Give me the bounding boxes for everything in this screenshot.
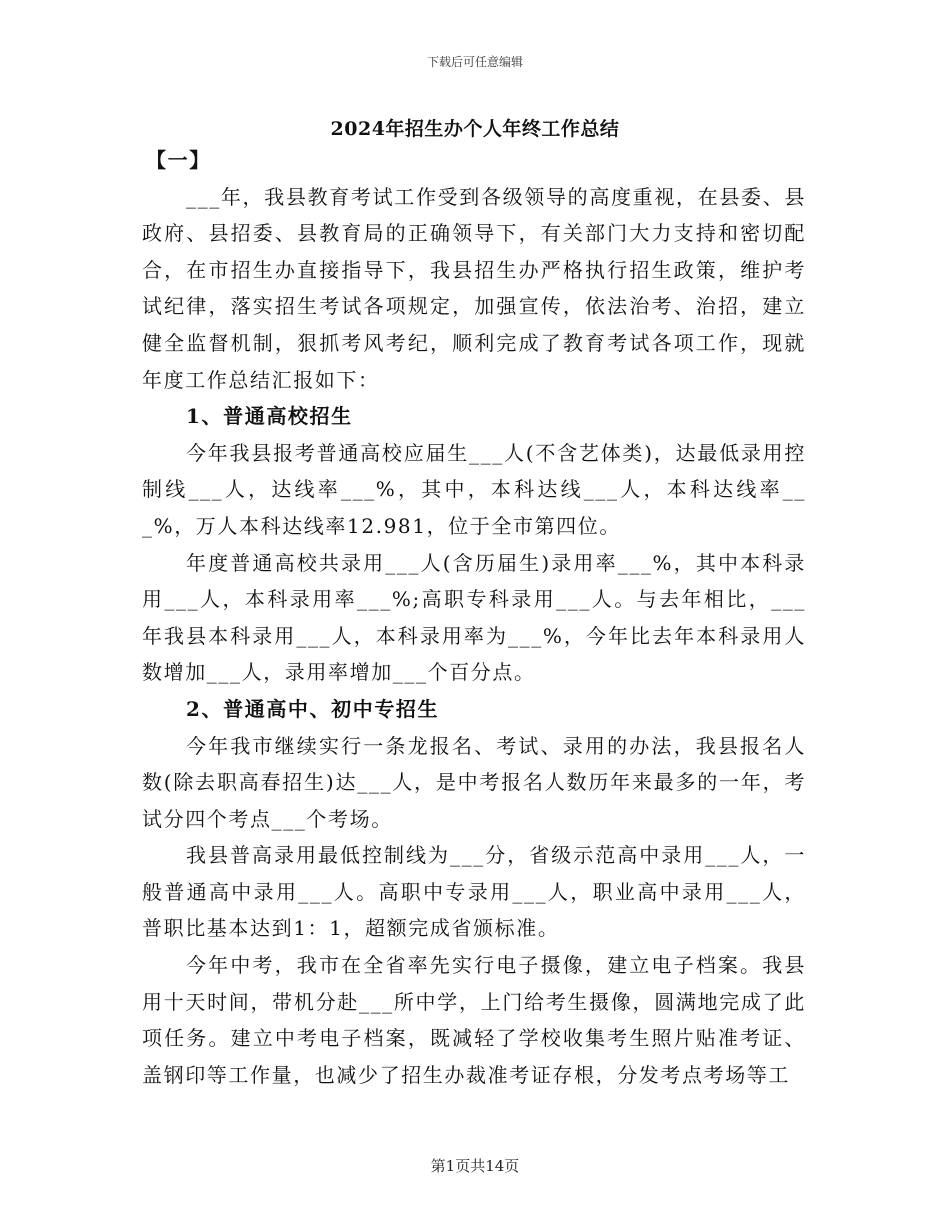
page-footer: 第1页共14页 [430,1157,520,1175]
section-heading-1: 1、普通高校招生 [186,404,353,429]
document-body [142,142,806,1093]
paragraph-2: 年度普通高校共录用___人(含历届生)录用率___%，其中本科录用___人，本科录用率___%;高职专科录用___人。与去年相比，___年我县本科录用___人，本科录用率为___%，今年比去年本科录用人数增加___人，录用率增加___个百分点。 [142,550,806,685]
paragraph-1: 今年我县报考普通高校应届生___人(不含艺体类)，达最低录用控制线___人，达线率___%，其中，本科达线___人，本科达线率___%，万人本科达线率12.981，位于全市第四位。 [142,440,806,538]
section-heading-2: 2、普通高中、初中专招生 [186,696,440,721]
paragraph-3: 今年我市继续实行一条龙报名、考试、录用的办法，我县报名人数(除去职高春招生)达___人，是中考报名人数历年来最多的一年，考试分四个考点___个考场。 [142,733,806,831]
part-label: 【一】 [146,148,211,172]
header-note: 下载后可任意编辑 [426,55,523,69]
paragraph-intro: ___年，我县教育考试工作受到各级领导的高度重视，在县委、县政府、县招委、县教育局的正确领导下，有关部门大力支持和密切配合，在市招生办直接指导下，我县招生办严格执行招生政策，维护考试纪律，落实招生考试各项规定，加强宣传，依法治考、治招，建立健全监督机制，狠抓考风考纪，顺利完成了教育考试各项工作，现就年度工作总结汇报如下： [142,184,806,392]
paragraph-5: 今年中考，我市在全省率先实行电子摄像，建立电子档案。我县用十天时间，带机分赴___所中学，上门给考生摄像，圆满地完成了此项任务。建立中考电子档案，既减轻了学校收集考生照片贴准考证、盖钢印等工作量，也减少了招生办裁准考证存根，分发考点考场等工 [142,953,806,1087]
document-title: 2024年招生办个人年终工作总结 [330,118,620,140]
paragraph-4: 我县普高录用最低控制线为___分，省级示范高中录用___人，一般普通高中录用___人。高职中专录用___人，职业高中录用___人，普职比基本达到1：1，超额完成省颁标准。 [142,843,806,941]
